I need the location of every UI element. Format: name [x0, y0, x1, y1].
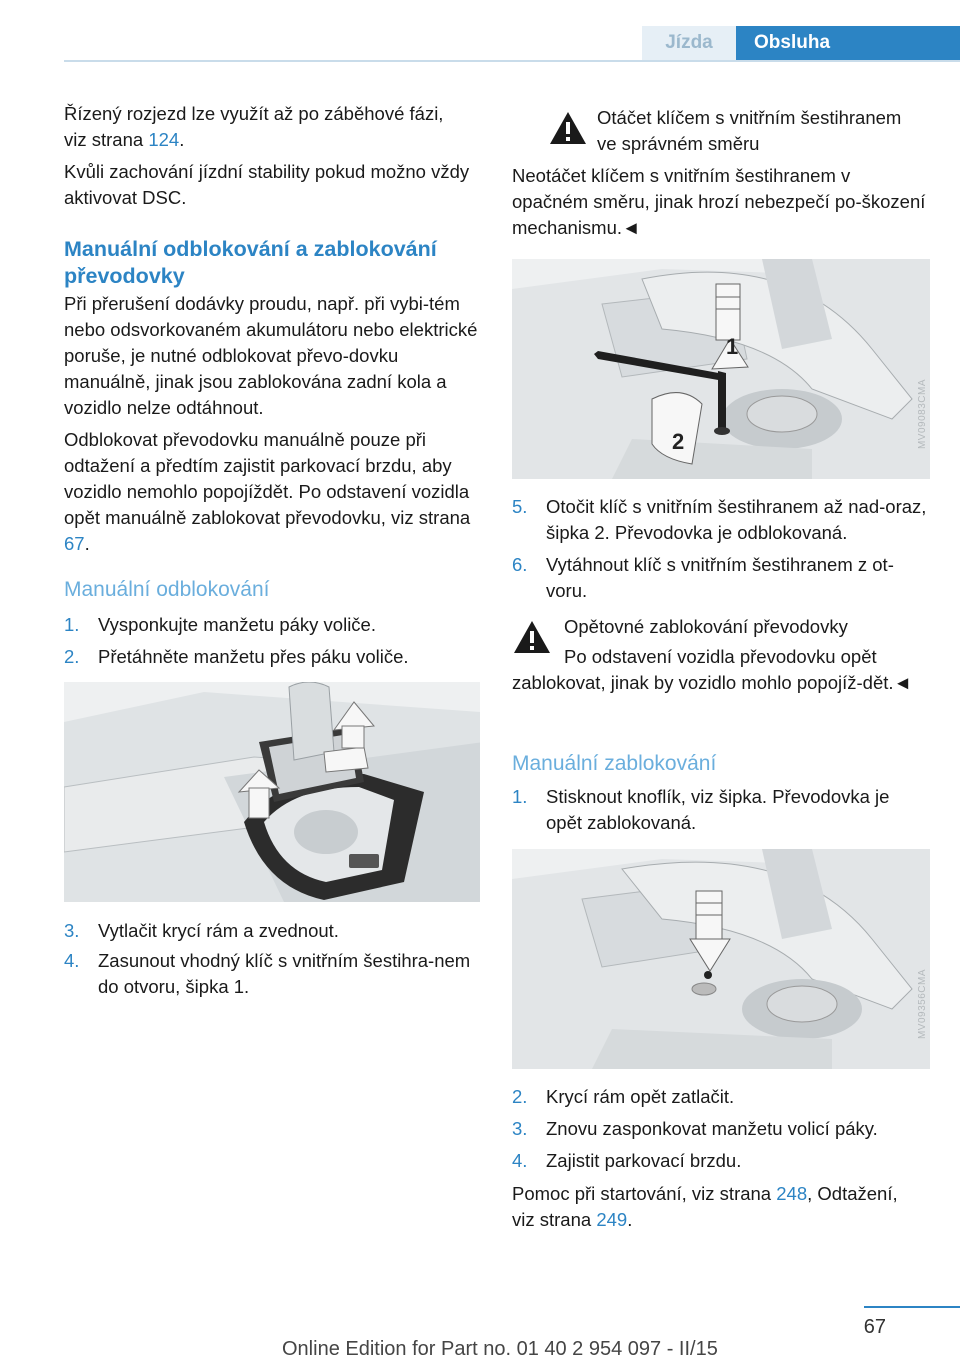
paragraph-references: Pomoc při startování, viz strana 248, Odtažení, viz strana 249. [512, 1183, 898, 1230]
step-text: Zajistit parkovací brzdu. [546, 1150, 742, 1171]
step-text: Vysponkujte manžetu páky voliče. [98, 614, 376, 635]
page-link-124[interactable]: 124 [148, 129, 180, 150]
svg-text:2: 2 [672, 429, 685, 454]
step-number: 2. [64, 646, 80, 667]
warning-body: Neotáčet klíčem s vnitřním šestihranem v opačném směru, jinak hrozí nebezpečí po-škození mechanismu.◄ [512, 165, 926, 238]
step-text: Otočit klíč s vnitřním šestihranem až nad-oraz, šipka 2. Převodovka je odblokovaná. [546, 496, 927, 543]
warning-body: Po odstavení vozidla převodovku opět [564, 646, 877, 667]
paragraph-controlled-start: Řízený rozjezd lze využít až po záběhové fázi, viz strana 124. [64, 103, 444, 150]
header-rule [64, 60, 960, 62]
warning-icon [512, 619, 552, 655]
paragraph-towing: Odblokovat převodovku manuálně pouze při odtažení a předtím zajistit parkovací brzdu, aby vozidlo nemohlo popojíždět. Po odstavení vozidla opět manuálně zablokovat převodovku, viz strana 67. [64, 429, 471, 554]
paragraph-power-failure: Při přerušení dodávky proudu, např. při vybi-tém nebo odsvorkovaném akumulátoru nebo elektrické poruše, je nutné odblokovat převo-dovku manuálně, jinak jsou zablokována zadní kola a vozidlo nelze odtáhnout. [64, 293, 478, 418]
figure-gear-lever-boot [64, 682, 480, 902]
step-number: 3. [64, 920, 80, 941]
figure-lock-button [512, 849, 930, 1069]
tab-jizda[interactable]: Jízda [642, 26, 736, 60]
warning-title: Opětovné zablokování převodovky [564, 616, 848, 637]
subheading-unlock: Manuální odblokování [64, 578, 270, 601]
footer-edition: Online Edition for Part no. 01 40 2 954 097 - II/15 [282, 1338, 718, 1360]
tab-obsluha[interactable]: Obsluha [736, 26, 960, 60]
warning-body-continued: zablokovat, jinak by vozidlo mohlo popojíž-dět.◄ [512, 672, 912, 693]
figure-hex-key [512, 259, 930, 479]
step-text: Stisknout knoflík, viz šipka. Převodovka je opět zablokovaná. [546, 786, 890, 833]
page-number: 67 [863, 1316, 886, 1338]
warning-icon [548, 110, 588, 146]
step-number: 4. [64, 950, 80, 971]
step-text: Zasunout vhodný klíč s vnitřním šestihra-nem do otvoru, šipka 1. [98, 950, 471, 997]
step-number: 4. [512, 1150, 528, 1171]
step-text: Znovu zasponkovat manžetu volicí páky. [546, 1118, 878, 1139]
step-number: 6. [512, 554, 528, 575]
step-number: 1. [512, 786, 528, 807]
step-text: Přetáhněte manžetu přes páku voliče. [98, 646, 409, 667]
image-code: MV09083CMA [917, 379, 928, 450]
step-text: Krycí rám opět zatlačit. [546, 1086, 735, 1107]
lock-button-illustration [512, 849, 930, 1069]
page-link-67[interactable]: 67 [64, 533, 85, 554]
image-code: MV09356CMA [917, 969, 928, 1040]
hex-key-illustration [512, 259, 930, 479]
gear-lever-illustration [64, 682, 480, 902]
page-link-249[interactable]: 249 [596, 1209, 628, 1230]
page-link-248[interactable]: 248 [776, 1183, 808, 1204]
section-heading: Manuální odblokování a zablokování převodovky [64, 237, 437, 288]
step-number: 1. [64, 614, 80, 635]
warning-title: Otáčet klíčem s vnitřním šestihranem ve správném směru [597, 107, 902, 154]
paragraph-dsc: Kvůli zachování jízdní stability pokud možno vždy aktivovat DSC. [64, 161, 470, 208]
subheading-lock: Manuální zablokování [512, 752, 717, 775]
step-number: 2. [512, 1086, 528, 1107]
svg-text:1: 1 [726, 334, 739, 359]
footer-rule [864, 1306, 960, 1308]
step-text: Vytlačit krycí rám a zvednout. [98, 920, 339, 941]
step-number: 3. [512, 1118, 528, 1139]
step-number: 5. [512, 496, 528, 517]
step-text: Vytáhnout klíč s vnitřním šestihranem z ot-voru. [546, 554, 894, 601]
